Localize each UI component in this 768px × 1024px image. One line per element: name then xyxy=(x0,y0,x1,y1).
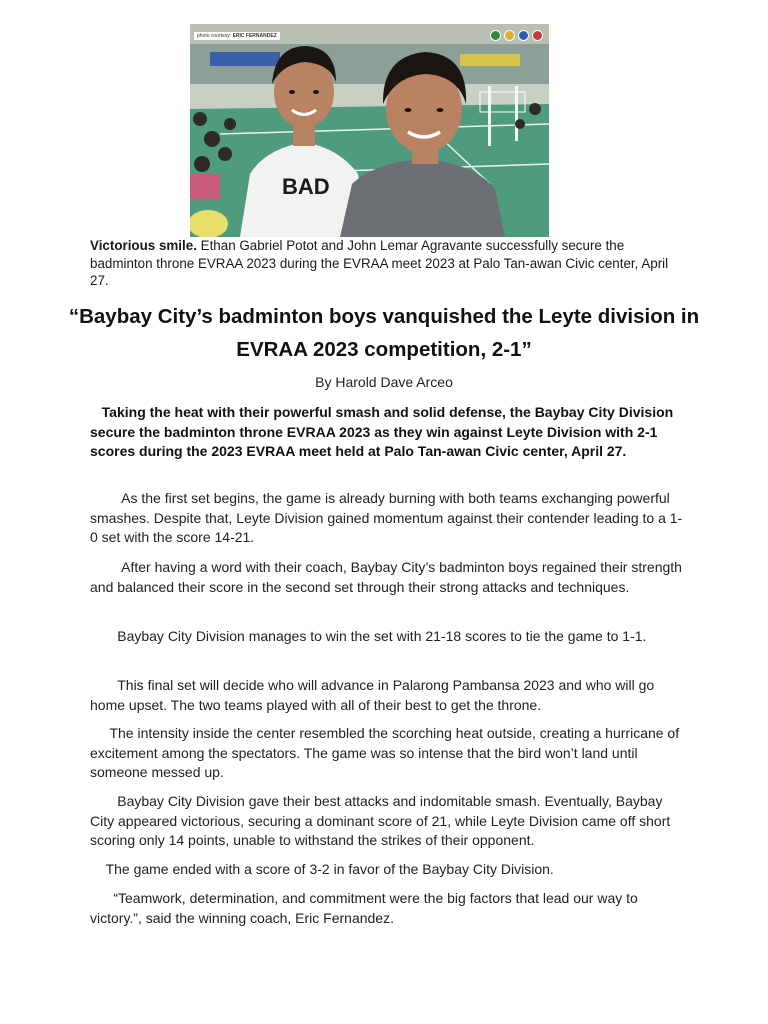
body-paragraph: As the first set begins, the game is already burning with both teams exchanging powerful smashes. Despite that, Leyte Division gained momentum against their contender leading to a 1-0 set with the score 14-21. xyxy=(90,490,683,545)
article-byline: By Harold Dave Arceo xyxy=(315,374,453,390)
body-paragraph: “Teamwork, determination, and commitment were the big factors that lead our way to victory.”, said the winning coach, Eric Fernandez. xyxy=(90,890,642,926)
body-paragraph: Baybay City Division gave their best attacks and indomitable smash. Eventually, Baybay City appeared victorious, securing a dominant score of 21, while Leyte Division came off short scoring only 14 points, unable to withstand the strikes of their opponent. xyxy=(90,793,675,848)
body-paragraph: The game ended with a score of 3-2 in favor of the Baybay City Division. xyxy=(90,861,554,877)
photo-credit-prefix: photo courtesy: xyxy=(197,33,232,39)
body-paragraph: Baybay City Division manages to win the set with 21-18 scores to tie the game to 1-1. xyxy=(90,628,647,644)
caption-text: Ethan Gabriel Potot and John Lemar Agravante successfully secure the badminton throne EVRAA 2023 during the EVRAA meet 2023 at Palo Tan-awan Civic center, April 27. xyxy=(90,238,669,288)
caption-lead: Victorious smile. xyxy=(90,238,197,253)
photo-illustration xyxy=(190,24,549,237)
photo-credit-name: ERIC FERNANDEZ xyxy=(232,33,277,39)
photo-logos xyxy=(490,30,543,41)
body-paragraph: After having a word with their coach, Baybay City’s badminton boys regained their strength and balanced their score in the second set through their strong attacks and techniques. xyxy=(90,559,686,595)
seal-logo xyxy=(532,30,543,41)
body-paragraph: The intensity inside the center resembled the scorching heat outside, creating a hurricane of excitement among the spectators. The game was so intense that the bird won’t land until someone messed up. xyxy=(90,725,684,780)
body-paragraph: This final set will decide who will advance in Palarong Pambansa 2023 and who will go home upset. The two teams played with all of their best to get the throne. xyxy=(90,677,659,713)
lead-paragraph: Taking the heat with their powerful smash and solid defense, the Baybay City Division secure the badminton throne EVRAA 2023 as they win against Leyte Division with 2-1 scores during the 2023 EVRAA meet held at Palo Tan-awan Civic center, April 27. xyxy=(90,404,678,459)
photo-caption xyxy=(90,237,690,290)
seal-logo xyxy=(518,30,529,41)
seal-logo xyxy=(504,30,515,41)
article-headline: “Baybay City’s badminton boys vanquished the Leyte division in EVRAA 2023 competition, 2-1” xyxy=(68,305,700,361)
seal-logo xyxy=(490,30,501,41)
article-photo xyxy=(190,24,549,237)
photo-credit xyxy=(194,32,280,40)
shirt-print: BAD xyxy=(282,174,330,199)
